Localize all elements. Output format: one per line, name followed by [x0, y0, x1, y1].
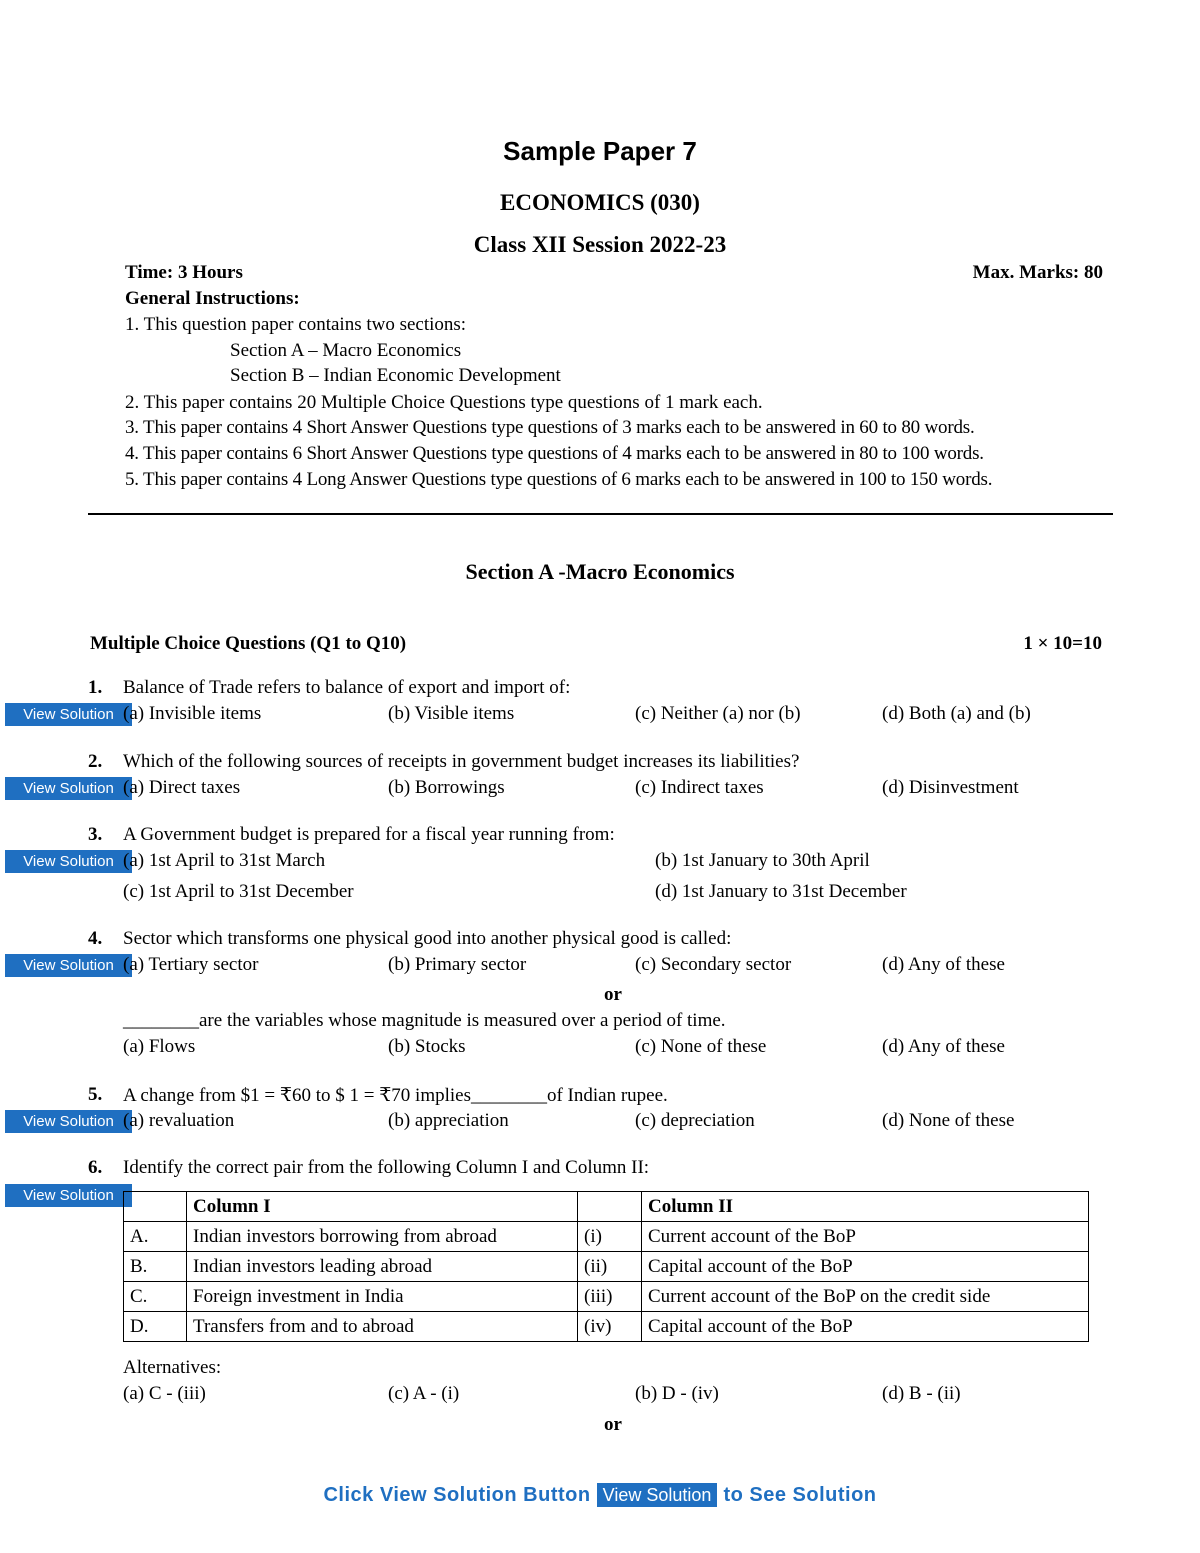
option: (b) Borrowings — [388, 777, 505, 798]
question-text: Which of the following sources of receipts in government budget increases its liabilities? — [123, 751, 800, 772]
option: (b) Visible items — [388, 703, 515, 724]
table-header-row — [124, 1192, 1089, 1222]
question-number: 3. — [88, 824, 103, 845]
option: (d) Disinvestment — [882, 777, 1019, 798]
option: (a) Invisible items — [123, 703, 262, 724]
view-solution-button[interactable]: View Solution — [5, 954, 132, 977]
option: (b) 1st January to 30th April — [655, 850, 870, 871]
table-cell — [578, 1192, 642, 1222]
option: (a) revaluation — [123, 1110, 235, 1131]
table-row — [124, 1282, 1089, 1312]
table-cell: Capital account of the BoP — [642, 1312, 1089, 1342]
table-cell: D. — [124, 1312, 187, 1342]
divider — [88, 513, 1113, 515]
table-cell — [124, 1192, 187, 1222]
view-solution-button[interactable]: View Solution — [5, 1110, 132, 1133]
option: (b) D - (iv) — [635, 1383, 719, 1404]
option: (a) Flows — [123, 1036, 196, 1057]
option: (d) None of these — [882, 1110, 1015, 1131]
view-solution-button[interactable]: View Solution — [5, 850, 132, 873]
option: (c) 1st April to 31st December — [123, 881, 354, 902]
column-header: Column II — [642, 1192, 1089, 1222]
instruction-item: 2. This paper contains 20 Multiple Choice Questions type questions of 1 mark each. — [125, 392, 763, 413]
option: (b) Primary sector — [388, 954, 527, 975]
column-header: Column I — [187, 1192, 578, 1222]
option: (a) C - (iii) — [123, 1383, 206, 1404]
instruction-item: 5. This paper contains 4 Long Answer Questions type questions of 6 marks each to be answered in 100 to 150 words. — [125, 469, 993, 490]
class-session: Class XII Session 2022-23 — [473, 232, 727, 257]
view-solution-button[interactable]: View Solution — [597, 1483, 718, 1507]
or-separator: or — [604, 1414, 622, 1435]
option: (c) Secondary sector — [635, 954, 792, 975]
question-text: Sector which transforms one physical good into another physical good is called: — [123, 928, 732, 949]
instruction-item: Section B – Indian Economic Development — [230, 365, 561, 386]
section-title: Section A -Macro Economics — [465, 559, 735, 584]
question-text: ________are the variables whose magnitude is measured over a period of time. — [123, 1010, 726, 1031]
max-marks: Max. Marks: 80 — [972, 262, 1103, 283]
option: (d) Any of these — [882, 1036, 1005, 1057]
table-cell: (ii) — [578, 1252, 642, 1282]
option: (d) Any of these — [882, 954, 1005, 975]
instructions-heading: General Instructions: — [125, 288, 300, 309]
question-text: Identify the correct pair from the following Column I and Column II: — [123, 1157, 650, 1178]
table-row — [124, 1312, 1089, 1342]
view-solution-button[interactable]: View Solution — [5, 1184, 132, 1207]
table-cell: Current account of the BoP on the credit side — [642, 1282, 1089, 1312]
table-cell: Current account of the BoP — [642, 1222, 1089, 1252]
table-cell: (iii) — [578, 1282, 642, 1312]
question-number: 1. — [88, 677, 103, 698]
option: (d) Both (a) and (b) — [882, 703, 1031, 724]
option: (c) A - (i) — [388, 1383, 460, 1404]
option: (a) Direct taxes — [123, 777, 241, 798]
table-cell: C. — [124, 1282, 187, 1312]
question-text: A change from $1 = ₹60 to $ 1 = ₹70 implies________of Indian rupee. — [123, 1085, 668, 1106]
view-solution-button[interactable]: View Solution — [5, 777, 132, 800]
table-cell: Capital account of the BoP — [642, 1252, 1089, 1282]
question-number: 5. — [88, 1084, 103, 1105]
footer-text-after: to See Solution — [723, 1484, 877, 1506]
option: (b) appreciation — [388, 1110, 509, 1131]
instruction-item: 3. This paper contains 4 Short Answer Questions type questions of 3 marks each to be answered in 60 to 80 words. — [125, 417, 975, 438]
option: (c) Indirect taxes — [635, 777, 764, 798]
question-number: 6. — [88, 1157, 103, 1178]
table-cell: Foreign investment in India — [187, 1282, 578, 1312]
table-cell: B. — [124, 1252, 187, 1282]
instruction-item: 4. This paper contains 6 Short Answer Questions type questions of 4 marks each to be answered in 80 to 100 words. — [125, 443, 984, 464]
table-cell: Indian investors leading abroad — [187, 1252, 578, 1282]
option: (a) 1st April to 31st March — [123, 850, 326, 871]
matching-table — [123, 1191, 1089, 1342]
footer-text-before: Click View Solution Button — [323, 1484, 591, 1506]
table-cell: A. — [124, 1222, 187, 1252]
time-label: Time: 3 Hours — [125, 262, 243, 283]
table-cell: (iv) — [578, 1312, 642, 1342]
instruction-item: 1. This question paper contains two sections: — [125, 314, 467, 335]
table-cell: (i) — [578, 1222, 642, 1252]
subject-title: ECONOMICS (030) — [500, 190, 700, 215]
option: (a) Tertiary sector — [123, 954, 259, 975]
option: (c) None of these — [635, 1036, 767, 1057]
or-separator: or — [604, 984, 622, 1005]
table-cell: Transfers from and to abroad — [187, 1312, 578, 1342]
footer-banner — [0, 1483, 1200, 1507]
mcq-heading: Multiple Choice Questions (Q1 to Q10) — [90, 633, 407, 654]
mcq-marks: 1 × 10=10 — [1023, 633, 1102, 654]
table-row — [124, 1252, 1089, 1282]
question-text: Balance of Trade refers to balance of export and import of: — [123, 677, 571, 698]
option: (b) Stocks — [388, 1036, 466, 1057]
question-text: A Government budget is prepared for a fiscal year running from: — [123, 824, 615, 845]
alternatives-label: Alternatives: — [123, 1357, 222, 1378]
option: (d) B - (ii) — [882, 1383, 961, 1404]
question-number: 2. — [88, 751, 103, 772]
paper-title: Sample Paper 7 — [503, 136, 697, 166]
question-number: 4. — [88, 928, 103, 949]
view-solution-button[interactable]: View Solution — [5, 703, 132, 726]
option: (c) depreciation — [635, 1110, 755, 1131]
table-row — [124, 1222, 1089, 1252]
table-cell: Indian investors borrowing from abroad — [187, 1222, 578, 1252]
option: (c) Neither (a) nor (b) — [635, 703, 801, 724]
instruction-item: Section A – Macro Economics — [230, 340, 462, 361]
option: (d) 1st January to 31st December — [655, 881, 907, 902]
